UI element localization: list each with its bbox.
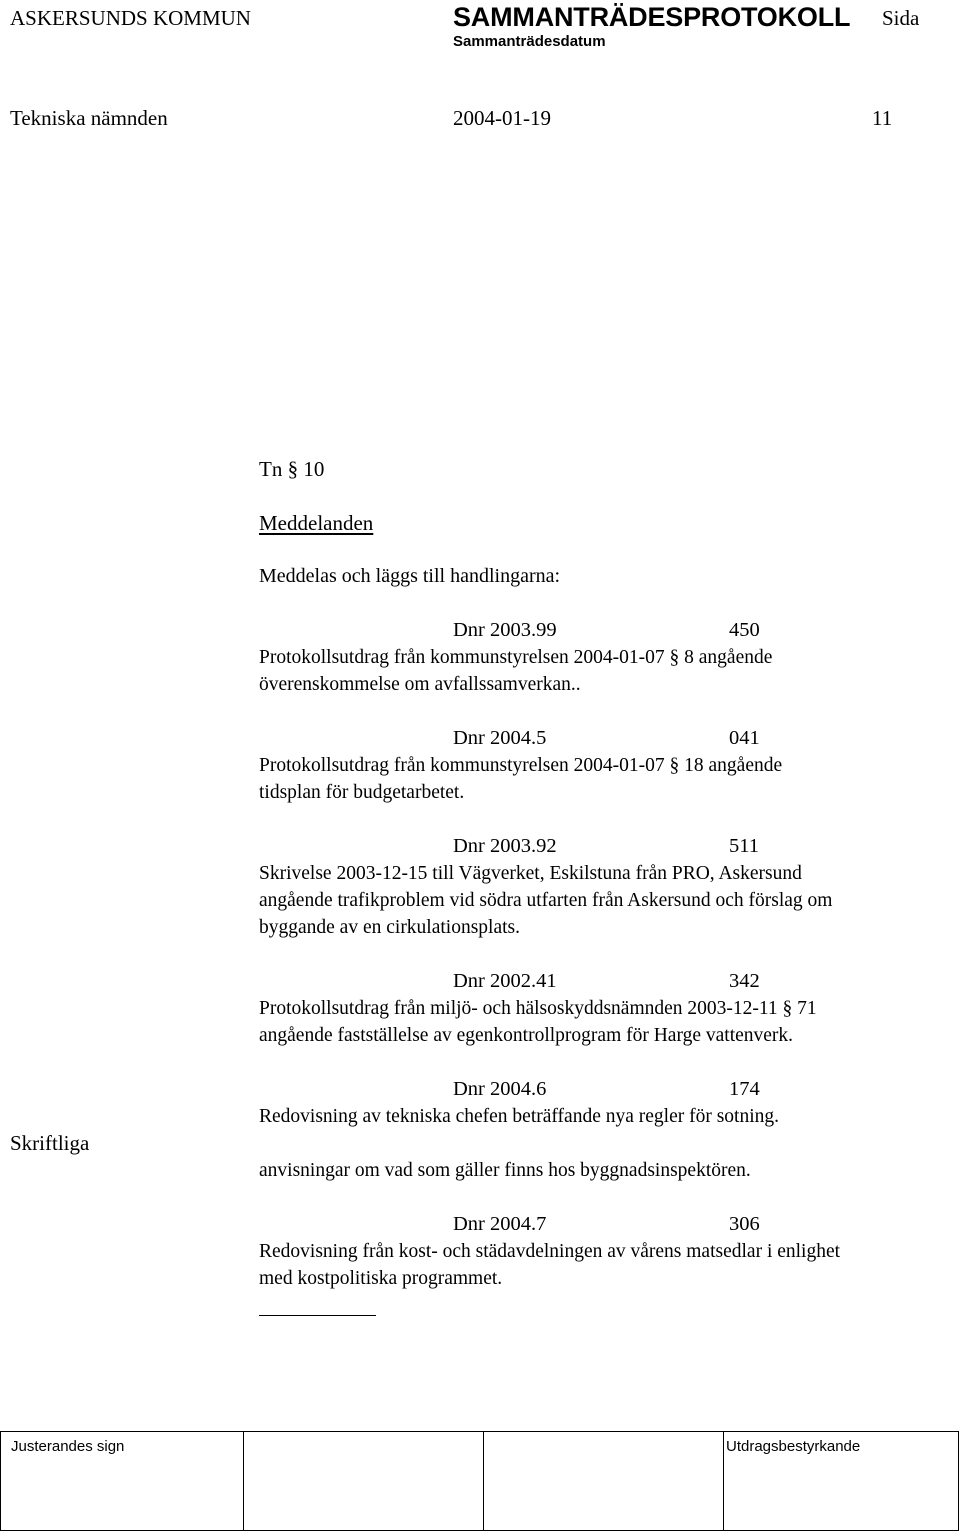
item-description: Redovisning av tekniska chefen beträffande nya regler för sotning. [259, 1106, 780, 1127]
item-code: 174 [729, 1078, 760, 1100]
item-description: Skrivelse 2003-12-15 till Vägverket, Eskilstuna från PRO, Askersund angående trafikproblem vid södra utfarten från Askersund och förslag om byggande av en cirkulationsplats. [259, 863, 833, 938]
item-dnr: Dnr 2003.99 [453, 619, 557, 641]
item-code: 342 [729, 970, 760, 992]
item-description: Redovisning från kost- och städavdelningen av vårens matsedlar i enlighet med kostpolitiska programmet. [259, 1241, 841, 1289]
list-item [259, 1211, 959, 1292]
item-dnr: Dnr 2004.6 [453, 1078, 547, 1100]
page-label: Sida [882, 6, 920, 30]
item-description: Protokollsutdrag från kommunstyrelsen 2004-01-07 § 8 angående överenskommelse om avfallssamverkan.. [259, 647, 773, 695]
end-rule [259, 1315, 376, 1316]
signature-cell [244, 1432, 484, 1530]
document-title: SAMMANTRÄDESPROTOKOLL [453, 2, 851, 32]
list-item [259, 1076, 959, 1184]
list-item [259, 833, 959, 941]
page-number: 11 [872, 106, 893, 130]
item-dnr: Dnr 2003.92 [453, 835, 557, 857]
item-dnr: Dnr 2002.41 [453, 970, 557, 992]
item-code: 306 [729, 1213, 760, 1235]
signature-table [0, 1431, 959, 1531]
section-intro: Meddelas och läggs till handlingarna: [259, 565, 561, 587]
item-code: 450 [729, 619, 760, 641]
meeting-date-label: Sammanträdesdatum [453, 33, 606, 50]
item-code: 511 [729, 835, 759, 857]
signature-label: Justerandes sign [11, 1438, 125, 1455]
item-description: Protokollsutdrag från miljö- och hälsoskyddsnämnden 2003-12-11 § 71 angående fastställelse av egenkontrollprogram för Harge vattenverk. [259, 998, 817, 1046]
list-item [259, 968, 959, 1049]
list-item [259, 725, 959, 806]
section-id: Tn § 10 [259, 457, 325, 481]
item-description: Protokollsutdrag från kommunstyrelsen 2004-01-07 § 18 angående tidsplan för budgetarbetet. [259, 755, 783, 803]
signature-cell [484, 1432, 724, 1530]
list-item [259, 617, 959, 698]
certification-label: Utdragsbestyrkande [726, 1438, 861, 1455]
municipality-name: ASKERSUNDS KOMMUN [10, 6, 251, 30]
item-note: anvisningar om vad som gäller finns hos byggnadsinspektören. [259, 1160, 751, 1181]
item-dnr: Dnr 2004.5 [453, 727, 547, 749]
section-title: Meddelanden [259, 511, 374, 535]
meeting-date: 2004-01-19 [453, 106, 551, 130]
margin-label: Skriftliga [10, 1131, 90, 1155]
committee-name: Tekniska nämnden [10, 106, 168, 130]
item-code: 041 [729, 727, 760, 749]
item-dnr: Dnr 2004.7 [453, 1213, 547, 1235]
